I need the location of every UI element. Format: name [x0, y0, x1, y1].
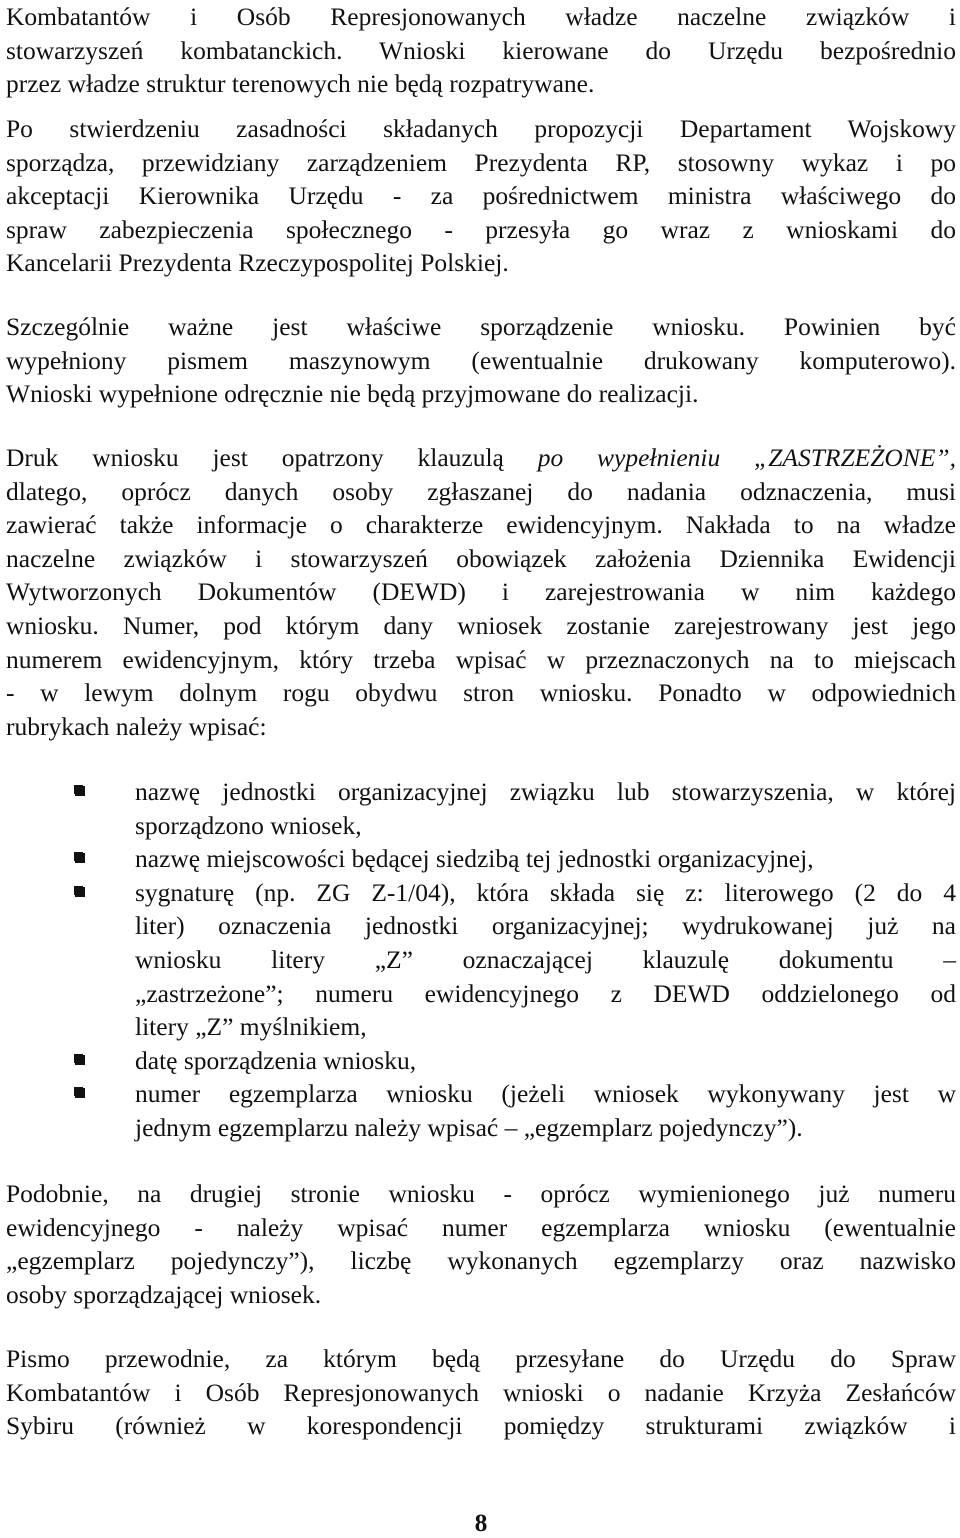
- text-line: sporządzono wniosek,: [135, 810, 362, 840]
- text-line: Sybiru (również w korespondencji pomiędzy strukturami związków i: [6, 1411, 956, 1441]
- text-line: „zastrzeżone”; numeru ewidencyjnego z DEWD oddzielonego od: [135, 978, 956, 1008]
- text-line: Po stwierdzeniu zasadności składanych propozycji Departament Wojskowy: [6, 114, 956, 143]
- text-line: liter) oznaczenia jednostki organizacyjnej; wydrukowanej już na: [135, 911, 956, 941]
- bullet-list: [6, 775, 956, 1145]
- text-line: Wytworzonych Dokumentów (DEWD) i zarejestrowania w nim każdego: [6, 577, 956, 607]
- paragraph-1: [6, 0, 956, 101]
- text-line: Kombatantów i Osób Represjonowanych wnioski o nadanie Krzyża Zesłańców: [6, 1377, 956, 1407]
- text-line: Kombatantów i Osób Represjonowanych władze naczelne związków i: [6, 2, 956, 31]
- text-line: Wnioski wypełnione odręcznie nie będą przyjmowane do realizacji.: [6, 379, 699, 409]
- text-line: sporządza, przewidziany zarządzeniem Prezydenta RP, stosowny wykaz i po: [6, 147, 956, 177]
- square-bullet-icon: [72, 783, 88, 799]
- list-item: [6, 876, 956, 1044]
- square-bullet-icon: [72, 1085, 88, 1101]
- text-line: wniosku litery „Z” oznaczającej klauzulę dokumentu –: [135, 944, 956, 974]
- page-number: 8: [474, 1508, 488, 1537]
- square-bullet-icon: [72, 850, 88, 866]
- text-line: [6, 441, 956, 475]
- square-bullet-icon: [72, 1052, 88, 1068]
- list-item: [6, 1077, 956, 1144]
- text-line: ewidencyjnego - należy wpisać numer egzemplarza wniosku (ewentualnie: [6, 1212, 956, 1242]
- text-line: - w lewym dolnym rogu obydwu stron wniosku. Ponadto w odpowiednich: [6, 678, 956, 708]
- text-line: numer egzemplarza wniosku (jeżeli wniosek wykonywany jest w: [135, 1079, 956, 1109]
- text-line: sygnaturę (np. ZG Z-1/04), która składa się z: literowego (2 do 4: [135, 877, 956, 907]
- square-bullet-icon: [72, 884, 88, 900]
- list-item: [6, 842, 956, 876]
- text-line: Podobnie, na drugiej stronie wniosku - oprócz wymienionego już numeru: [6, 1179, 956, 1208]
- list-item: [6, 775, 956, 842]
- text-line: naczelne związków i stowarzyszeń obowiązek założenia Dziennika Ewidencji: [6, 543, 956, 573]
- paragraph-4: [6, 441, 956, 743]
- text-line: spraw zabezpieczenia społecznego - przesyła go wraz z wnioskami do: [6, 214, 956, 244]
- text-run: Druk wniosku jest opatrzony klauzulą: [6, 443, 538, 472]
- italic-clause: po wypełnieniu „ZASTRZEŻONE”,: [537, 443, 956, 472]
- paragraph-3: [6, 310, 956, 411]
- text-line: jednym egzemplarzu należy wpisać – „egzemplarz pojedynczy”).: [135, 1112, 803, 1142]
- text-line: nazwę miejscowości będącej siedzibą tej jednostki organizacyjnej,: [135, 844, 814, 874]
- text-line: zawierać także informacje o charakterze ewidencyjnym. Nakłada to na władze: [6, 510, 956, 540]
- text-line: „egzemplarz pojedynczy”), liczbę wykonanych egzemplarzy oraz nazwisko: [6, 1246, 956, 1276]
- text-line: datę sporządzenia wniosku,: [135, 1045, 417, 1075]
- text-line: przez władze struktur terenowych nie będą rozpatrywane.: [6, 69, 595, 99]
- text-line: numerem ewidencyjnym, który trzeba wpisać w przeznaczonych na to miejscach: [6, 644, 956, 674]
- paragraph-2: [6, 112, 956, 280]
- paragraph-6: [6, 1342, 956, 1443]
- text-line: Pismo przewodnie, za którym będą przesyłane do Urzędu do Spraw: [6, 1344, 956, 1373]
- text-line: dlatego, oprócz danych osoby zgłaszanej do nadania odznaczenia, musi: [6, 476, 956, 506]
- paragraph-5: [6, 1177, 956, 1311]
- document-page: [6, 0, 956, 1537]
- text-line: Szczególnie ważne jest właściwe sporządzenie wniosku. Powinien być: [6, 312, 956, 341]
- text-line: wniosku. Numer, pod którym dany wniosek zostanie zarejestrowany jest jego: [6, 610, 956, 640]
- text-line: litery „Z” myślnikiem,: [135, 1012, 367, 1042]
- text-line: rubrykach należy wpisać:: [6, 711, 267, 741]
- text-line: nazwę jednostki organizacyjnej związku lub stowarzyszenia, w której: [135, 777, 956, 806]
- text-line: stowarzyszeń kombatanckich. Wnioski kierowane do Urzędu bezpośrednio: [6, 35, 956, 65]
- text-line: osoby sporządzającej wniosek.: [6, 1279, 322, 1309]
- text-line: Kancelarii Prezydenta Rzeczypospolitej Polskiej.: [6, 248, 509, 278]
- text-line: wypełniony pismem maszynowym (ewentualnie drukowany komputerowo).: [6, 345, 956, 375]
- list-item: [6, 1044, 956, 1078]
- text-line: akceptacji Kierownika Urzędu - za pośrednictwem ministra właściwego do: [6, 181, 956, 211]
